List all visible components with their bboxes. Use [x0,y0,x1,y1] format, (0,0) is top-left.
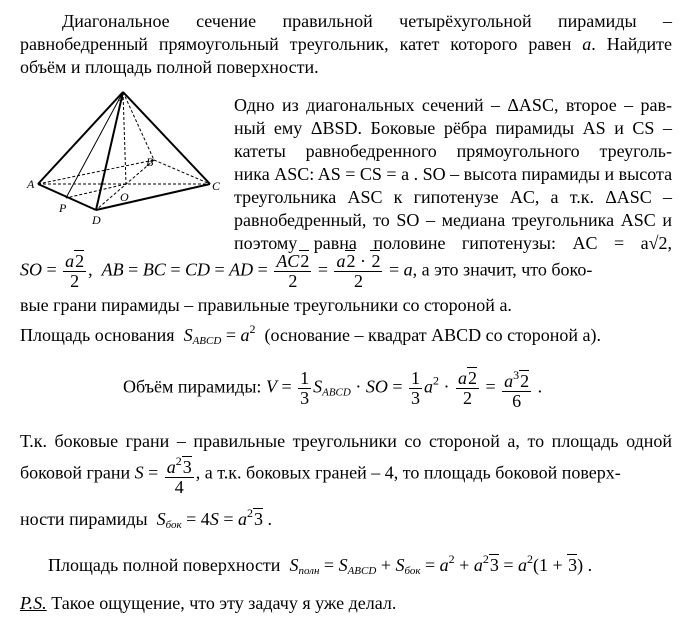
edge-sc [123,92,210,184]
label-o: O [120,190,129,204]
total-surface-formula: Площадь полной поверхности $S_{полн} = S_{ABCD} + S_{бок} = a^2 + a^23 = a^2(1 + 3)$ . [48,552,593,577]
label-s: S [118,90,124,104]
solution-line-5: треугольника ASC к гипотенузе AC, а т.к. ΔASC – [234,187,672,207]
pyramid-figure [20,88,230,238]
lateral-area-label: ности пирамиды [20,509,148,529]
lateral-line-2: боковой грани S = $\frac{a^23}{4}$ , а т.к. боковых граней – 4, то площадь боковой поверх- [20,454,621,497]
lateral-face-label: боковой грани [20,462,131,483]
formula-so: SO = $\frac{a2}{2}$ , AB = BC = CD = AD = $\frac{AC2}{2}$ = $\frac{a2 \cdot 2}{2}$ = a, а это значит, что боко- [20,251,593,291]
edge-dc [96,184,210,210]
edge-sb [123,92,154,160]
base-area-label: Площадь основания [20,325,175,345]
lateral-line-1: Т.к. боковые грани – правильные треугольники со стороной a, то площадь одной [20,431,672,451]
height-so [123,92,126,184]
ps-text: Такое ощущение, что эту задачу я уже делал. [51,593,397,613]
solution-line-7: поэтому равна половине гипотенузы: AC = a√2, [234,233,672,253]
problem-line-1: Диагональное сечение правильной четырёхугольной пирамиды – [62,11,672,31]
solution-line-2: ный ему ΔBSD. Боковые рёбра пирамиды AS и CS – [234,118,672,138]
ps-line [20,592,396,614]
problem-line-3: объём и площадь полной поверхности. [20,57,319,77]
solution-line-9: вые грани пирамиды – правильные треугольники со стороной a. [20,295,512,315]
volume-formula: Объём пирамиды: V = $\frac{1}{3}$ $S_{ABCD}$ · SO = $\frac{1}{3}$ $a^2$ · $\frac{a2}{2}$ = $\frac{a^32}{6}$ . [123,368,543,411]
problem-line-2 [20,33,672,55]
ps-label: P.S. [20,593,47,613]
solution-line-3: катеты равнобедренного прямоугольного треуголь- [234,141,672,161]
total-label: Площадь полной поверхности [48,555,281,575]
solution-line-6: равнобедренный, то SO – медиана треугольника ASC и [234,210,672,230]
volume-label: Объём пирамиды: [123,376,262,397]
label-a: A [27,177,35,191]
solution-line-4: ника ASC: AS = CS = a . SO – высота пирамиды и высота [234,164,673,184]
base-area-note: (основание – квадрат ABCD со стороной a). [264,325,601,345]
var-a: a [582,34,592,54]
solution-tail: , а это значит, что боко- [412,259,593,280]
edge-bc [154,160,210,184]
label-p: P [59,201,67,215]
solution-line-1: Одно из диагональных сечений – ΔASC, второе – рав- [234,95,672,115]
solution-line-10: Площадь основания $S_{ABCD} = a^2$ (основание – квадрат ABCD со стороной a). [20,322,601,347]
lateral-line-3: ности пирамиды $S_{бок} = 4S = a^23$ . [20,506,272,531]
edge-sd [96,92,123,210]
lateral-face-text: , а т.к. боковых граней – 4, то площадь боковой поверх- [195,462,621,483]
label-d: D [92,213,101,227]
problem-text: . Найдите [591,34,672,54]
edge-ab [38,160,154,184]
segment-op [66,184,126,198]
label-b: B [146,155,154,169]
label-c: C [212,179,221,193]
problem-text: равнобедренный прямоугольный треугольник, катет которого равен [20,34,583,54]
